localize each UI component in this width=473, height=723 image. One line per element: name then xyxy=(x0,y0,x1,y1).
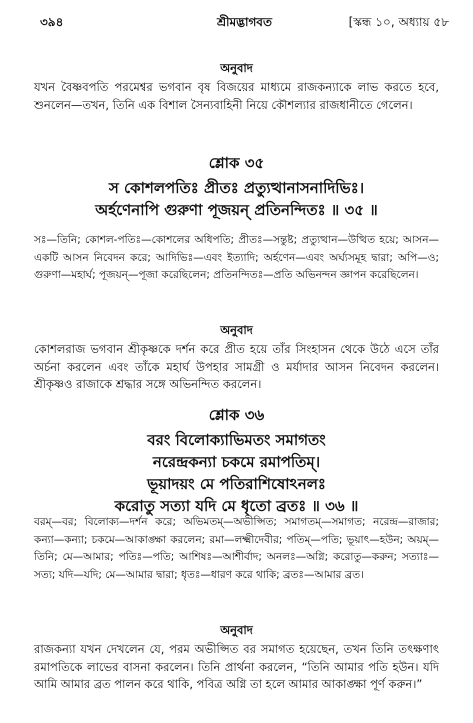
verse-line: স কোশলপতিঃ প্রীতঃ প্রত্যুত্থানাসনাদিভিঃ। xyxy=(108,179,365,197)
translation-label: অনুবাদ xyxy=(220,61,253,75)
book-title: শ্রীমদ্ভাগবত xyxy=(216,15,272,29)
translation-text: যখন বৈষ্ণবপতি পরমেশ্বর ভগবান বৃষ বিজয়ের মাধ্যমে রাজকন্যাকে লাভ করতে হবে, শুনলেন—তখন, তিনি এক বিশাল সৈন্যবাহিনী নিয়ে কৌশল্যার রাজধানীতে গেলেন। xyxy=(34,80,439,112)
verse-line: বরং বিলোক্যাভিমতং সমাগতং xyxy=(147,431,326,449)
verse-label: শ্লোক ৩৫ xyxy=(208,154,265,172)
translation-label: অনুবাদ xyxy=(220,323,253,337)
translation-previous xyxy=(34,60,439,114)
verse-line: ভূয়াদয়ং মে পতিরাশিষোঽনলঃ xyxy=(147,475,326,493)
verse-text xyxy=(34,177,439,221)
translation-36 xyxy=(34,622,439,694)
chapter-reference: [স্কন্ধ ১০, অধ্যায় ৫৮ xyxy=(348,15,449,29)
translation-text: কোশলরাজ ভগবান শ্রীকৃষ্ণকে দর্শন করে প্রীত হয়ে তাঁর সিংহাসন থেকে উঠে এসে তাঁর অর্চনা করলেন এবং তাঁকে মহার্ঘ উপহার সামগ্রী ও মর্যাদার আসন নিবেদন করলেন। শ্রীকৃষ্ণও রাজাকে শ্রদ্ধার সঙ্গে অভিনন্দিত করলেন। xyxy=(34,342,439,391)
page-number: ৩৯৪ xyxy=(40,15,64,29)
synonyms-35 xyxy=(34,232,439,285)
translation-35 xyxy=(34,322,439,394)
translation-label: অনুবাদ xyxy=(220,623,253,637)
verse-36 xyxy=(34,404,439,517)
synonyms-text: বরম্—বর; বিলোক্য—দর্শন করে; অভিমতম্—অভীপ্সিত; সমাগতম্—সমাগত; নরেন্দ্র—রাজার; কন্যা—কন্যা; চকমে—আকাঙ্ক্ষা করলেন; রমা—লক্ষ্মীদেবীর; পতিম্—পতি; ভূয়াৎ—হউন; অয়ম্—তিনি; মে—আমার; পতিঃ—পতি; আশিষঃ—আশীর্বাদ; অনলঃ—অগ্নি; করোতু—করুন; সত্যাঃ—সত্য; যদি—যদি; মে—আমার দ্বারা; ধৃতঃ—ধারণ করে থাকি; ব্রতঃ—আমার ব্রত। xyxy=(34,516,439,581)
verse-line: অর্হণেনাপি গুরুণা পূজয়ন্ প্রতিনন্দিতঃ ॥ ৩৫ ॥ xyxy=(95,201,378,219)
verse-label: শ্লোক ৩৬ xyxy=(208,406,265,424)
verse-text xyxy=(34,429,439,517)
synonyms-36 xyxy=(34,514,439,584)
synonyms-text: সঃ—তিনি; কোশল-পতিঃ—কোশলের অধিপতি; প্রীতঃ—সন্তুষ্ট; প্রত্যুত্থান—উত্থিত হয়ে; আসন—একটি আসন নিবেদন করে; আদিভিঃ—এবং ইত্যাদি; অর্হণেন—এবং অর্ঘ্যসমূহ দ্বারা; অপি—ও; গুরুণা—মহার্ঘ; পূজয়ন্—পূজা করেছিলেন; প্রতিনন্দিতঃ—প্রতি অভিনন্দন জ্ঞাপন করেছিলেন। xyxy=(34,234,439,281)
page-header xyxy=(40,14,449,34)
verse-35 xyxy=(34,152,439,221)
verse-line: করোতু সত্যা যদি মে ধৃতো ব্রতঃ ॥ ৩৬ ॥ xyxy=(114,497,359,515)
translation-text: রাজকন্যা যখন দেখলেন যে, পরম অভীপ্সিত বর সমাগত হয়েছেন, তখন তিনি তৎক্ষণাৎ রমাপতিকে লাভের বাসনা করলেন। তিনি প্রার্থনা করলেন, “তিনি আমার পতি হউন। যদি আমি আমার ব্রত পালন করে থাকি, পবিত্র অগ্নি তা হলে আমার আকাঙ্ক্ষা পূর্ণ করুন।” xyxy=(34,642,439,691)
verse-line: নরেন্দ্রকন্যা চকমে রমাপতিম্। xyxy=(152,453,321,471)
